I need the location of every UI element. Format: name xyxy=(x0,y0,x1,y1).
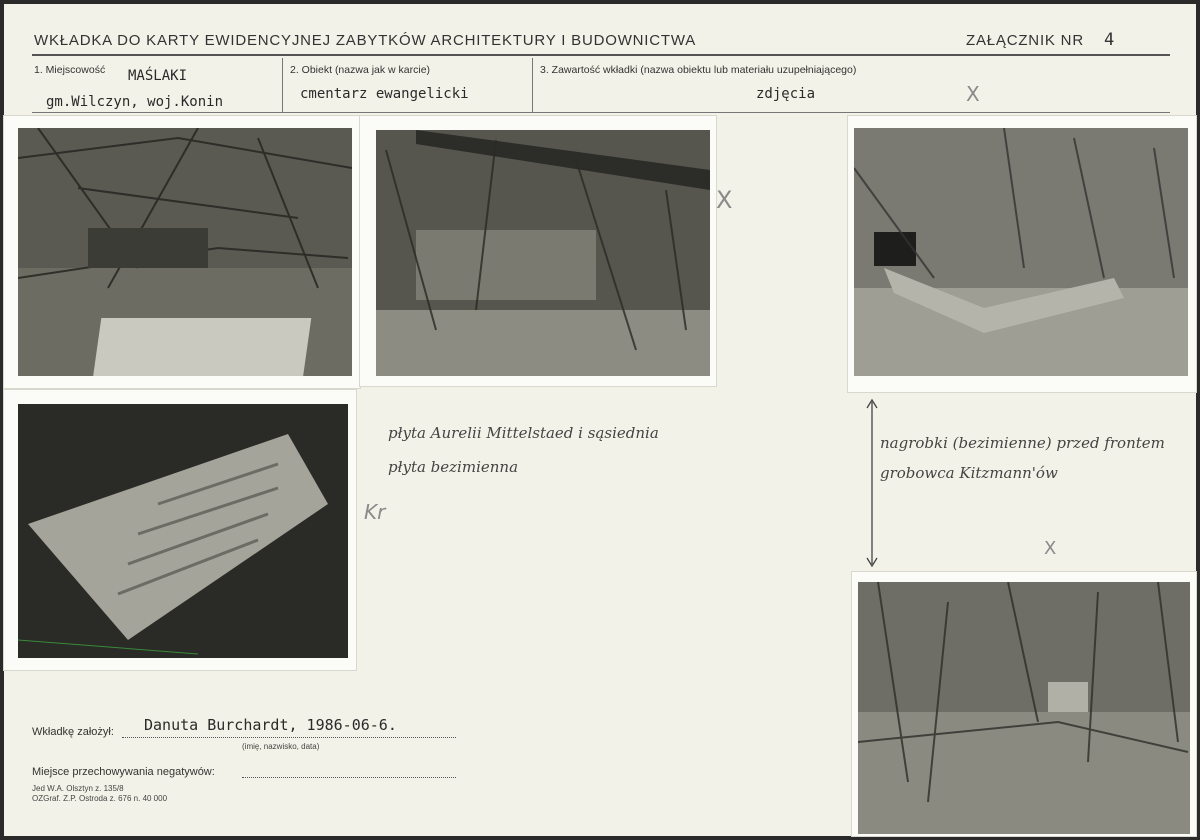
x-mark: X xyxy=(1044,538,1057,559)
print-line2: OZGraf. Z.P. Ostroda z. 676 n. 40 000 xyxy=(32,794,168,803)
photo-image xyxy=(854,128,1188,376)
locality-detail: gm.Wilczyn, woj.Konin xyxy=(46,94,224,110)
sheet-title: WKŁADKA DO KARTY EWIDENCYJNEJ ZABYTKÓW ARCHITEKTURY I BUDOWNICTWA xyxy=(34,32,697,49)
author-line xyxy=(122,736,456,738)
photo-overgrown-grave xyxy=(4,116,360,388)
content-value: zdjęcia xyxy=(756,86,816,102)
negatives-line xyxy=(242,776,456,778)
photo-unnamed-headstones xyxy=(852,572,1196,836)
photo-image xyxy=(18,404,348,658)
record-sheet xyxy=(4,4,1196,836)
photo-slab-in-undergrowth xyxy=(360,116,716,386)
locality-value: MAŚLAKI xyxy=(128,68,188,84)
initials-mark: Kr xyxy=(364,500,386,524)
print-line1: Jed W.A. Olsztyn z. 135/8 xyxy=(32,784,124,793)
locality-label: 1. Miejscowość xyxy=(34,64,106,76)
negatives-label: Miejsce przechowywania negatywów: xyxy=(32,766,215,778)
caption-right-line1: nagrobki (bezimienne) przed frontem xyxy=(880,434,1165,452)
field-divider xyxy=(282,58,283,112)
photo-image xyxy=(18,128,352,376)
caption-left-line2: płyta bezimienna xyxy=(388,458,519,476)
caption-right-line2: grobowca Kitzmann'ów xyxy=(880,464,1058,482)
author-value: Danuta Burchardt, 1986-06-6. xyxy=(144,716,397,734)
photo-mittelstaed-slab xyxy=(4,390,356,670)
annex-number: 4 xyxy=(1104,30,1115,50)
author-label: Wkładkę założył: xyxy=(32,726,114,738)
x-mark: X xyxy=(716,186,733,214)
photo-image xyxy=(376,130,710,376)
caption-left-line1: płyta Aurelii Mittelstaed i sąsiednia xyxy=(388,424,659,442)
object-label: 2. Obiekt (nazwa jak w karcie) xyxy=(290,64,431,76)
author-hint: (imię, nazwisko, data) xyxy=(242,742,320,751)
content-label: 3. Zawartość wkładki (nazwa obiektu lub materiału uzupełniającego) xyxy=(540,64,857,76)
header-rule xyxy=(32,54,1170,56)
annex-label: ZAŁĄCZNIK NR xyxy=(966,32,1084,49)
photo-tomb-front-borders xyxy=(848,116,1196,392)
fields-bottom-rule xyxy=(32,112,1170,113)
field-divider xyxy=(532,58,533,112)
double-arrow-icon xyxy=(862,398,882,568)
photo-image xyxy=(858,582,1190,834)
x-mark: X xyxy=(966,82,980,106)
object-value: cmentarz ewangelicki xyxy=(300,86,469,102)
